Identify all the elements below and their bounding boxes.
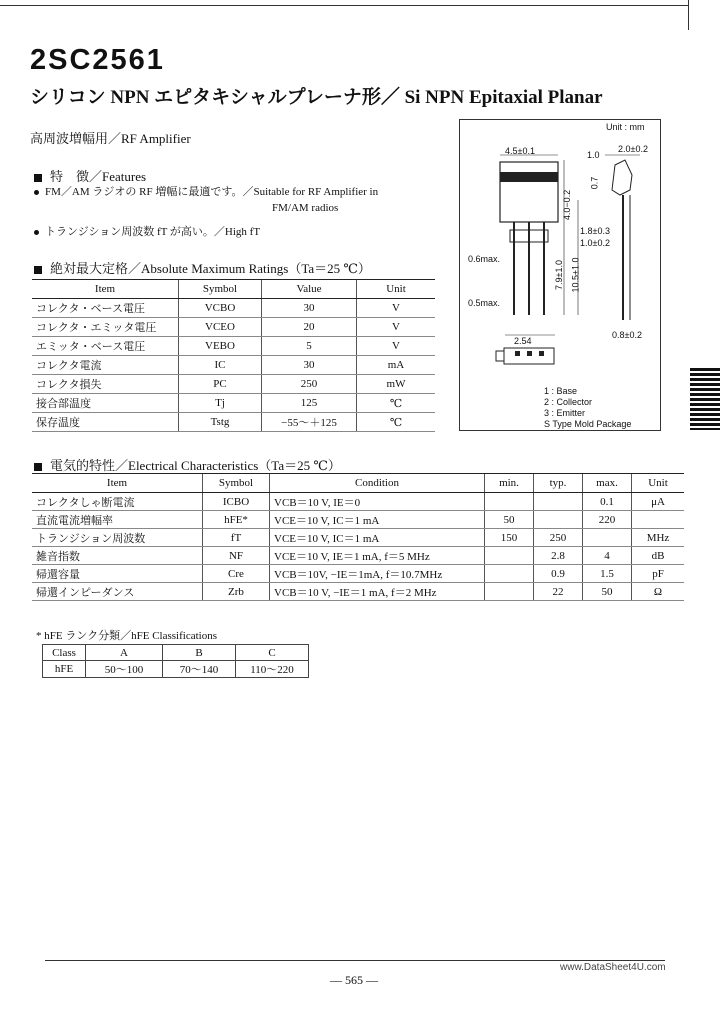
dim-label: 0.5max. [468,298,501,308]
footer-rule [45,960,665,961]
dim-label: 2.0±0.2 [618,144,648,154]
table-row: トランジション周波数 fT VCE＝10 V, IC＝1 mA 150 250 MHz [32,529,684,547]
subtitle: シリコン NPN エピタキシャルプレーナ形／ Si NPN Epitaxial Planar [30,87,603,108]
dim-label: 4.5±0.1 [505,146,535,156]
dot-bullet-icon [34,190,39,195]
table-row: 帰還インピーダンス Zrb VCB＝10 V, −IE＝1 mA, f＝2 MHz 22 50 Ω [32,583,684,601]
part-number: 2SC2561 [30,44,165,76]
application: 高周波増幅用／RF Amplifier [30,131,191,146]
dim-label: 0.7 [589,176,600,190]
table-row: コレクタ・エミッタ電圧 VCEO 20 V [32,318,435,337]
dim-label: 1.0±0.2 [580,238,610,248]
table-row: コレクタ電流 IC 30 mA [32,356,435,375]
dim-label: 0.8±0.2 [612,330,642,340]
top-rule [0,5,688,6]
dim-label: 7.9±1.0 [553,260,564,290]
table-row: 雑音指数 NF VCE＝10 V, IE＝1 mA, f＝5 MHz 2.8 4 dB [32,547,684,565]
table-row: 保存温度 Tstg −55～＋125 ℃ [32,413,435,432]
dim-label: 10.5±1.0 [570,257,581,293]
table-row: コレクタ・ベース電圧 VCBO 30 V [32,299,435,318]
electrical-heading: 電気的特性／Electrical Characteristics（Ta＝25 ℃） [34,455,341,474]
col-unit: Unit [357,280,436,299]
dim-label: 2.54 [514,336,532,346]
table-row: hFE 50～100 70～140 110～220 [43,661,309,678]
page-number: — 565 — [330,973,378,987]
table-row: エミッタ・ベース電圧 VEBO 5 V [32,337,435,356]
absmax-heading: 絶対最大定格／Absolute Maximum Ratings（Ta＝25 ℃） [34,258,371,277]
legend-item: 3 : Emitter [544,408,586,418]
feature-item-2: トランジション周波数 fT が高い。／High fT [34,223,260,239]
legend-item: 1 : Base [544,386,578,396]
dot-bullet-icon [34,230,39,235]
classifications-heading: * hFE ランク分類／hFE Classifications [36,630,217,642]
table-header [32,280,435,299]
classifications-table [42,644,309,678]
square-bullet-icon [34,266,42,274]
col-symbol: Symbol [179,280,262,299]
watermark: www.DataSheet4U.com [560,962,666,973]
legend-item: 2 : Collector [544,397,593,407]
absolute-max-table [32,279,435,432]
section-tab-marker [690,368,720,430]
feature-item-1-cont: FM/AM radios [272,202,339,214]
package-diagram [459,119,661,431]
legend-item: S Type Mold Package [544,419,632,429]
col-value: Value [262,280,357,299]
table-row: 直流電流増幅率 hFE* VCE＝10 V, IC＝1 mA 50 220 [32,511,684,529]
col-item: Item [32,280,179,299]
features-heading: 特 徴／Features [34,166,146,185]
corner-rule [688,0,689,30]
table-row: コレクタ損失 PC 250 mW [32,375,435,394]
table-header: Item Symbol Condition min. typ. max. Unit [32,474,684,493]
square-bullet-icon [34,174,42,182]
unit-label: Unit : mm [606,122,645,132]
dim-label: 1.0 [587,150,600,160]
electrical-table [32,473,684,601]
table-row: 接合部温度 Tj 125 ℃ [32,394,435,413]
feature-item-1: FM／AM ラジオの RF 増幅に最適です。／Suitable for RF Amplifier in [34,183,378,199]
table-row: 帰還容量 Cre VCB＝10V, −IE＝1mA, f＝10.7MHz 0.9 1.5 pF [32,565,684,583]
table-header: Class A B C [43,645,309,661]
dim-label: 0.6max. [468,254,501,264]
square-bullet-icon [34,463,42,471]
table-row: コレクタしゃ断電流 ICBO VCB＝10 V, IE＝0 0.1 μA [32,493,684,511]
dim-label: 1.8±0.3 [580,226,610,236]
dim-label: 4.0−0.2 [562,189,573,221]
